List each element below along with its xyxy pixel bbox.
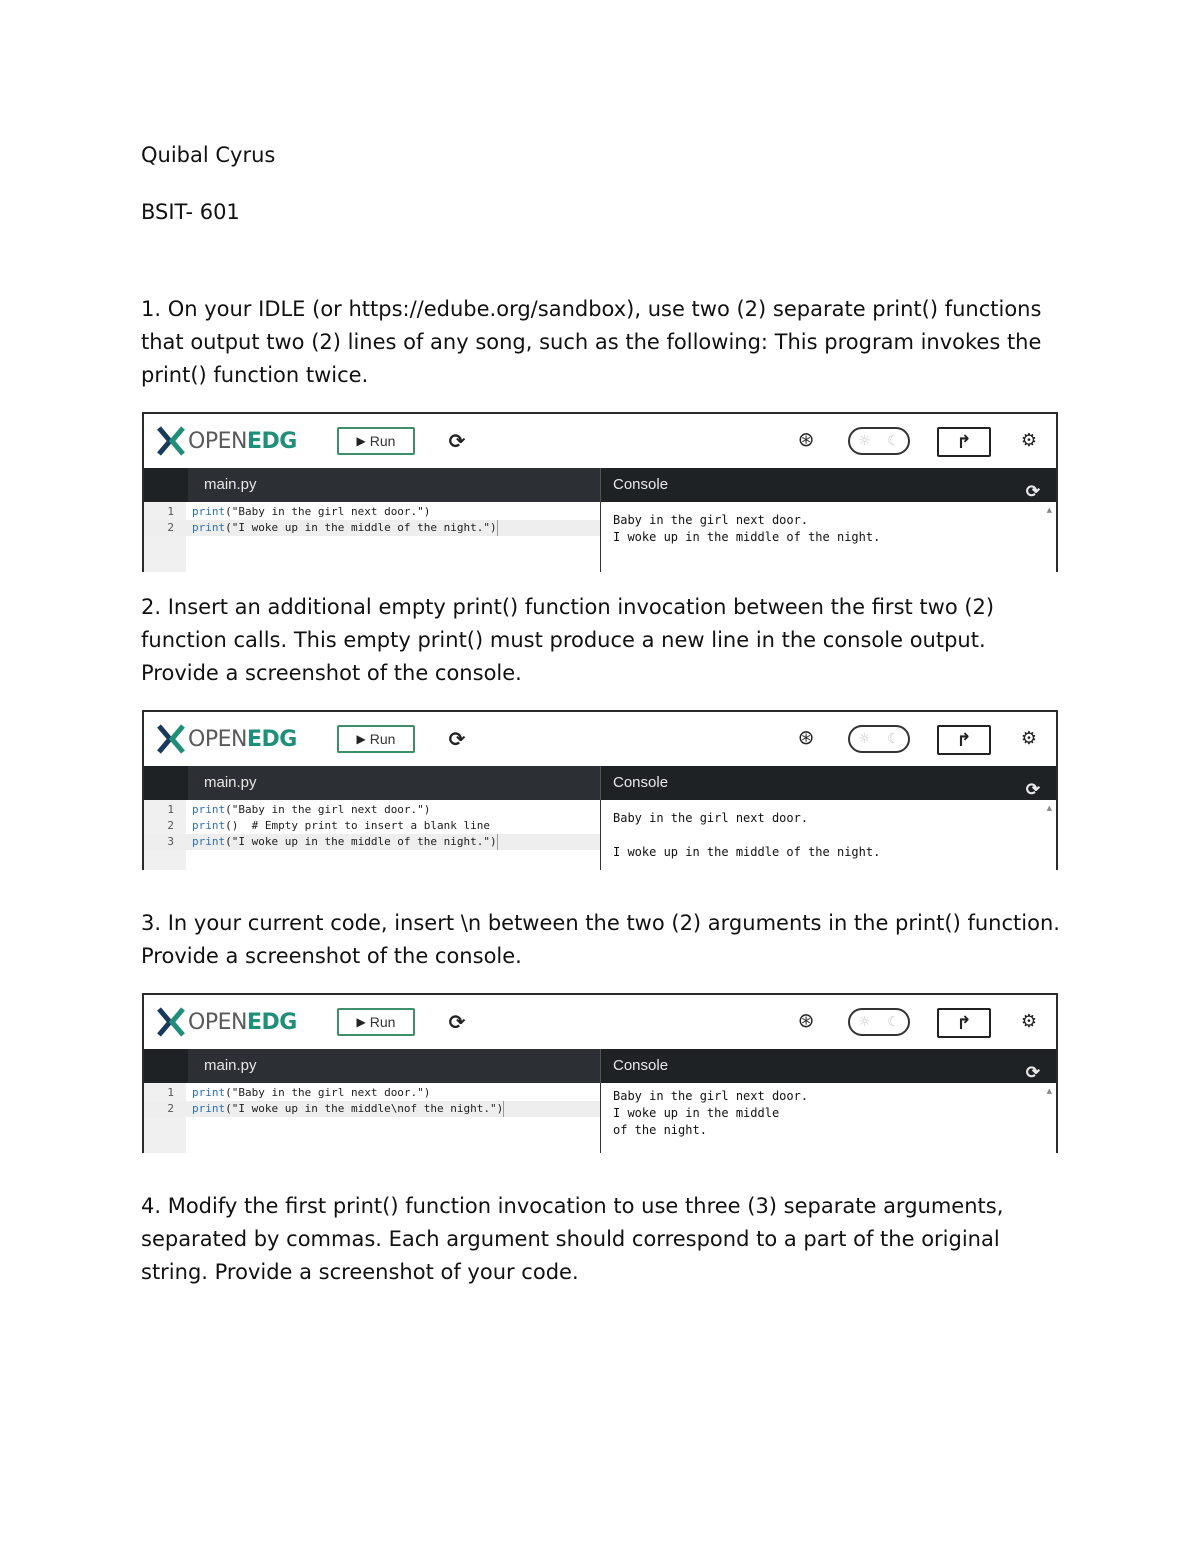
logo-open-text: OPEN: [188, 1009, 247, 1035]
theme-toggle[interactable]: [848, 1008, 910, 1036]
console-line: Baby in the girl next door.: [613, 811, 809, 825]
play-icon: ▶: [356, 732, 366, 746]
moon-icon: ☾: [887, 433, 900, 449]
console-output: [600, 1083, 1056, 1153]
sandbox-screenshot-3: [142, 993, 1058, 1153]
console-line: I woke up in the middle: [613, 1106, 780, 1120]
question-4-text: 4. Modify the first print() function invocation to use three (3) separate arguments, separated by commas. Each argument should correspond to a part of the original string. Provide a screenshot of your code.: [141, 1194, 1004, 1284]
tab-bar: [144, 1049, 1056, 1083]
location-icon[interactable]: ⊛: [797, 1008, 815, 1032]
tab-console[interactable]: [600, 766, 1056, 800]
console-output: [600, 502, 1056, 572]
theme-toggle[interactable]: [848, 427, 910, 455]
code-line: 2 print("I woke up in the middle\nof the night."): [144, 1101, 600, 1117]
share-arrow-icon: ↱: [956, 431, 972, 453]
sandbox-screenshot-1: [142, 412, 1058, 572]
tab-console[interactable]: [600, 468, 1056, 502]
share-arrow-icon: ↱: [956, 729, 972, 751]
scroll-up-icon[interactable]: ▲: [1046, 1087, 1052, 1095]
sandbox-topbar: [144, 995, 1056, 1049]
sun-icon: ☼: [858, 1014, 871, 1030]
scroll-up-icon[interactable]: ▲: [1046, 804, 1052, 812]
tab-main-py[interactable]: main.py: [188, 766, 600, 800]
play-icon: ▶: [356, 1015, 366, 1029]
run-button[interactable]: [337, 1008, 415, 1036]
reload-icon[interactable]: ⟳: [448, 429, 466, 453]
reload-icon[interactable]: ⟳: [448, 727, 466, 751]
console-line: of the night.: [613, 1123, 707, 1137]
code-line: 2 print("I woke up in the middle of the night."): [144, 520, 600, 536]
theme-toggle[interactable]: [848, 725, 910, 753]
gear-icon[interactable]: ⚙: [1020, 1011, 1038, 1032]
logo-x-icon: [156, 425, 186, 457]
moon-icon: ☾: [887, 731, 900, 747]
code-line: 1 print("Baby in the girl next door."): [167, 505, 431, 518]
code-editor[interactable]: [144, 800, 600, 870]
share-arrow-icon: ↱: [956, 1012, 972, 1034]
tab-main-py[interactable]: main.py: [188, 1049, 600, 1083]
console-line: I woke up in the middle of the night.: [613, 530, 881, 544]
student-name: Quibal Cyrus: [141, 143, 276, 167]
play-icon: ▶: [356, 434, 366, 448]
sandbox-screenshot-2: [142, 710, 1058, 870]
code-editor[interactable]: [144, 1083, 600, 1153]
code-line: 2 print() # Empty print to insert a blank line: [167, 819, 491, 832]
logo-x-icon: [156, 1006, 186, 1038]
logo-edg-text: EDG: [246, 726, 297, 752]
student-section: BSIT- 601: [141, 200, 240, 224]
sun-icon: ☼: [858, 433, 871, 449]
console-tab-label: Console: [613, 476, 669, 493]
code-editor[interactable]: [144, 502, 600, 572]
question-3-text: 3. In your current code, insert \n between the two (2) arguments in the print() function. Provide a screenshot of the console.: [141, 911, 1060, 968]
run-label: Run: [369, 731, 396, 747]
tab-bar: [144, 766, 1056, 800]
logo-x-icon: [156, 723, 186, 755]
gear-icon[interactable]: ⚙: [1020, 728, 1038, 749]
console-line: Baby in the girl next door.: [613, 513, 809, 527]
code-line: 3 print("I woke up in the middle of the night."): [144, 834, 600, 850]
sun-icon: ☼: [858, 731, 871, 747]
logo-open-text: OPEN: [188, 428, 247, 454]
console-line: Baby in the girl next door.: [613, 1089, 809, 1103]
openedg-logo: [156, 424, 297, 458]
run-button[interactable]: [337, 427, 415, 455]
console-reload-icon[interactable]: ⟳: [1025, 780, 1040, 799]
console-reload-icon[interactable]: ⟳: [1025, 482, 1040, 501]
run-label: Run: [369, 1014, 396, 1030]
share-button[interactable]: [937, 1008, 991, 1038]
gear-icon[interactable]: ⚙: [1020, 430, 1038, 451]
tab-main-py[interactable]: main.py: [188, 468, 600, 502]
question-2-text: 2. Insert an additional empty print() function invocation between the first two (2) function calls. This empty print() must produce a new line in the console output. Provide a screenshot of the console.: [141, 595, 995, 685]
run-label: Run: [369, 433, 396, 449]
run-button[interactable]: [337, 725, 415, 753]
question-1-text: 1. On your IDLE (or https://edube.org/sandbox), use two (2) separate print() functions that output two (2) lines of any song, such as the following: This program invokes the print() function twice.: [141, 297, 1042, 387]
openedg-logo: [156, 1005, 297, 1039]
share-button[interactable]: [937, 725, 991, 755]
tab-console[interactable]: [600, 1049, 1056, 1083]
code-line: 1 print("Baby in the girl next door."): [167, 1086, 431, 1099]
console-tab-label: Console: [613, 774, 669, 791]
console-line: I woke up in the middle of the night.: [613, 845, 881, 859]
logo-edg-text: EDG: [246, 428, 297, 454]
logo-open-text: OPEN: [188, 726, 247, 752]
openedg-logo: [156, 722, 297, 756]
reload-icon[interactable]: ⟳: [448, 1010, 466, 1034]
location-icon[interactable]: ⊛: [797, 427, 815, 451]
console-reload-icon[interactable]: ⟳: [1025, 1063, 1040, 1082]
moon-icon: ☾: [887, 1014, 900, 1030]
logo-edg-text: EDG: [246, 1009, 297, 1035]
location-icon[interactable]: ⊛: [797, 725, 815, 749]
sandbox-topbar: [144, 712, 1056, 766]
scroll-up-icon[interactable]: ▲: [1046, 506, 1052, 514]
sandbox-topbar: [144, 414, 1056, 468]
tab-bar: [144, 468, 1056, 502]
console-tab-label: Console: [613, 1057, 669, 1074]
code-line: 1 print("Baby in the girl next door."): [167, 803, 431, 816]
console-output: [600, 800, 1056, 870]
share-button[interactable]: [937, 427, 991, 457]
